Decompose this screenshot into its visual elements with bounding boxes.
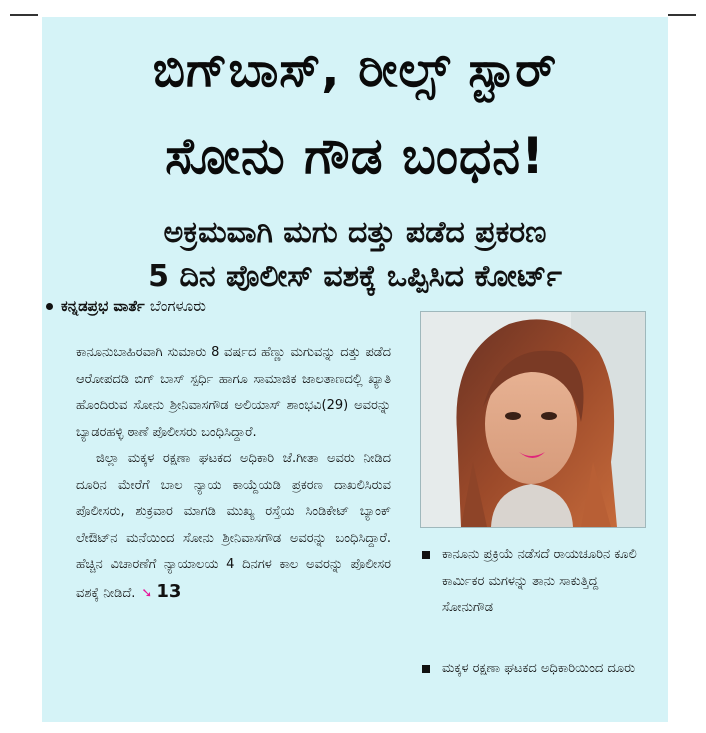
highlight-item — [428, 542, 648, 622]
byline — [46, 291, 416, 321]
byline-place: ಬೆಂಗಳೂರು — [149, 297, 206, 315]
headline-line-1: ಬಿಗ್‌ಬಾಸ್, ರೀಲ್ಸ್ ಸ್ಟಾರ್ — [152, 42, 558, 98]
continued-page-number[interactable]: 13 — [156, 580, 182, 602]
square-bullet-icon — [422, 665, 430, 673]
portrait-photo — [420, 311, 646, 528]
article-paragraph-2-text: ಜಿಲ್ಲಾ ಮಕ್ಕಳ ರಕ್ಷಣಾ ಘಟಕದ ಅಧಿಕಾರಿ ಜೆ.ಗೀತಾ ಅವರು ನೀಡಿದ ದೂರಿನ ಮೇರೆಗೆ ಬಾಲ ನ್ಯಾಯ ಕಾಯ್ದೆಯಡಿ ಪ್ರಕರಣ ದಾಖಲಿಸಿರುವ ಪೊಲೀಸರು, ಶುಕ್ರವಾರ ಮಾಗಡಿ ಮುಖ್ಯ ರಸ್ತೆಯ ಸಿಂಡಿಕೇಟ್ ಬ್ಯಾಂಕ್ ಲೇಔಟ್‌ನ ಮನೆಯಿಂದ ಸೋನು ಶ್ರೀನಿವಾಸಗೌಡ ಅವರನ್ನು ಬಂಧಿಸಿದ್ದಾರೆ. ಹೆಚ್ಚಿನ ವಿಚಾರಣೆಗೆ ನ್ಯಾಯಾಲಯ 4 ದಿನಗಳ ಕಾಲ ಅವರನ್ನು ಪೊಲೀಸರ ವಶಕ್ಕೆ ನೀಡಿದೆ. — [76, 451, 391, 601]
highlight-text: ಮಕ್ಕಳ ರಕ್ಷಣಾ ಘಟಕದ ಅಧಿಕಾರಿಯಿಂದ ದೂರು — [442, 661, 636, 676]
article-paragraph-2 — [76, 446, 391, 607]
portrait-photo-illustration — [421, 312, 645, 527]
highlight-text: ಕಾನೂನು ಪ್ರಕ್ರಿಯೆ ನಡೆಸದೆ ರಾಯಚೂರಿನ ಕೂಲಿ ಕಾರ್ಮಿಕರ ಮಗಳನ್ನು ತಾನು ಸಾಕುತ್ತಿದ್ದ ಸೋನುಗೌಡ — [442, 547, 637, 615]
subheadline-line-2: 5 ದಿನ ಪೊಲೀಸ್ ವಶಕ್ಕೆ ಒಪ್ಪಿಸಿದ ಕೋರ್ಟ್ — [148, 259, 562, 294]
highlight-item — [428, 656, 648, 683]
bullet-icon — [46, 303, 53, 310]
masthead-logo — [290, 0, 420, 7]
subheadline-line-1: ಅಕ್ರಮವಾಗಿ ಮಗು ದತ್ತು ಪಡೆದ ಪ್ರಕರಣ — [163, 215, 547, 250]
rule-left — [10, 14, 38, 16]
article-body — [76, 340, 391, 607]
rule-right — [668, 14, 696, 16]
continued-arrow-icon: ➘ — [141, 585, 153, 601]
square-bullet-icon — [422, 551, 430, 559]
byline-source: ಕನ್ನಡಪ್ರಭ ವಾರ್ತೆ — [61, 297, 145, 315]
headline-line-2: ಸೋನು ಗೌಡ ಬಂಧನ! — [165, 127, 545, 185]
article-paragraph-1: ಕಾನೂನುಬಾಹಿರವಾಗಿ ಸುಮಾರು 8 ವರ್ಷದ ಹೆಣ್ಣು ಮಗುವನ್ನು ದತ್ತು ಪಡೆದ ಆರೋಪದಡಿ ಬಿಗ್ ಬಾಸ್ ಸ್ಪರ್ಧಿ ಹಾಗೂ ಸಾಮಾಜಿಕ ಜಾಲತಾಣದಲ್ಲಿ ಖ್ಯಾತಿ ಹೊಂದಿರುವ ಸೋನು ಶ್ರೀನಿವಾಸಗೌಡ ಅಲಿಯಾಸ್ ಶಾಂಭವಿ(29) ಅವರನ್ನು ಬ್ಯಾಡರಹಳ್ಳಿ ಠಾಣೆ ಪೊಲೀಸರು ಬಂಧಿಸಿದ್ದಾರೆ. — [76, 345, 391, 440]
